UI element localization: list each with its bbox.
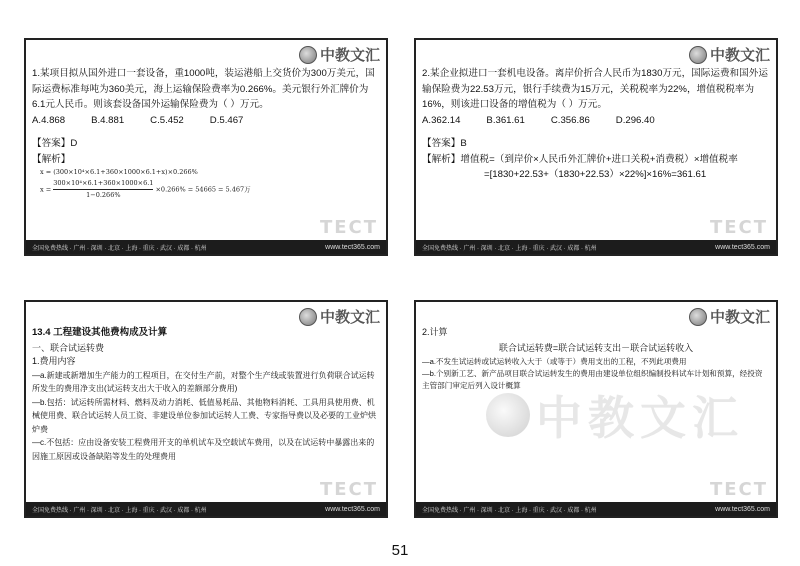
section-title: 13.4 工程建设其他费构成及计算	[32, 327, 168, 338]
slide-calculation	[414, 300, 778, 518]
option-d: D.296.40	[615, 114, 655, 126]
question-text: 2.某企业拟进口一套机电设备。离岸价折合人民币为1830万元，国际运费和国外运输保险费为22.53万元，银行手续费为15万元，关税税率为22%，增值税税率为16%，则该进口设备的增值税为（ ）万元。	[422, 68, 768, 110]
option-c: C.5.452	[150, 114, 184, 126]
footer-cities: 全国免费热线 · 广州 · 深圳 · 北京 · 上海 · 重庆 · 武汉 · 成都 · 杭州	[32, 245, 207, 252]
formula-fraction	[53, 178, 153, 201]
formula-line-1: x = (300×10⁴×6.1+360×1000×6.1+x)×0.266%	[40, 168, 198, 176]
brand-logo	[689, 44, 770, 65]
answer-text: 【答案】D	[32, 138, 78, 149]
brand-logo	[299, 44, 380, 65]
tect-logo: TECT	[709, 479, 768, 500]
footer-url: www.tect365.com	[325, 505, 380, 513]
list-item: —a.新建或新增加生产能力的工程项目，在交付生产前，对整个生产线或装置进行负荷联合试运转所发生的费用净支出(试运转支出大于收入的差额部分费用)	[32, 370, 375, 393]
footer-bar	[26, 502, 386, 516]
brand-logo	[299, 306, 380, 327]
logo-icon	[299, 46, 317, 64]
options-row	[422, 113, 770, 129]
formula-suffix: ×0.266% = 54665 = 5.467万	[155, 185, 251, 194]
analysis-formula: 增值税=（到岸价×人民币外汇牌价+进口关税+消费税）×增值税率	[460, 153, 738, 165]
brand-text: 中教文汇	[319, 308, 380, 326]
option-b: B.361.61	[486, 114, 525, 126]
logo-icon	[689, 46, 707, 64]
formula-line-2	[40, 178, 380, 201]
logo-icon	[689, 308, 707, 326]
slide-content	[422, 326, 770, 392]
list-item: —b.包括：试运转所需材料、燃料及动力消耗、低值易耗品、其他物料消耗、工具用具使用费、机械使用费、联合试运转人员工资、非建设单位参加试运转人工费、专家指导费以及必要的工业炉烘炉费	[32, 397, 376, 434]
footer-url: www.tect365.com	[325, 243, 380, 251]
slide-section-13-4	[24, 300, 388, 518]
tect-logo: TECT	[319, 479, 378, 500]
logo-icon	[486, 393, 530, 437]
option-a: A.362.14	[422, 114, 461, 126]
analysis-line-1	[422, 152, 770, 168]
formula-heading: 联合试运转费=联合试运转支出－联合试运转收入	[498, 343, 694, 353]
tect-logo: TECT	[319, 217, 378, 238]
list-item: —a.不发生试运转或试运转收入大于（或等于）费用支出的工程，不列此项费用	[422, 357, 687, 366]
list-item: —c.不包括：应由设备安装工程费用开支的单机试车及空载试车费用，以及在试运转中暴露出来的因施工原因或设备缺陷等发生的处理费用	[32, 438, 375, 461]
logo-icon	[299, 308, 317, 326]
section-heading: 一、联合试运转费	[32, 342, 105, 353]
footer-bar	[416, 240, 776, 254]
slide-question-2	[414, 38, 778, 256]
subsection-heading: 1.费用内容	[32, 356, 76, 366]
tect-logo: TECT	[709, 217, 768, 238]
footer-bar	[416, 502, 776, 516]
section-title: 2.计算	[422, 327, 448, 337]
analysis-label: 【解析】	[32, 153, 71, 165]
option-a: A.4.868	[32, 114, 66, 126]
option-c: C.356.86	[550, 114, 590, 126]
footer-cities: 全国免费热线 · 广州 · 深圳 · 北京 · 上海 · 重庆 · 武汉 · 成都 · 杭州	[32, 507, 207, 514]
brand-logo	[689, 306, 770, 327]
footer-url: www.tect365.com	[715, 505, 770, 513]
slide-content	[422, 66, 770, 183]
fraction-numerator: 300×10⁴×6.1+360×1000×6.1	[53, 178, 153, 190]
brand-text: 中教文汇	[709, 46, 770, 64]
analysis-line-2: =[1830+22.53+（1830+22.53）×22%]×16%=361.61	[484, 169, 707, 180]
footer-url: www.tect365.com	[715, 243, 770, 251]
list-item: —b.个别新工艺、新产品项目联合试运转发生的费用由建设单位组织编制投料试车计划和预算，经投资主管部门审定后列入设计概算	[422, 369, 763, 390]
answer-text: 【答案】B	[422, 138, 467, 149]
formula-prefix: x =	[40, 185, 52, 194]
analysis-label: 【解析】	[422, 153, 461, 165]
brand-text: 中教文汇	[319, 46, 380, 64]
slide-content	[32, 326, 380, 463]
brand-text: 中教文汇	[709, 308, 770, 326]
brand-text: 中教文汇	[536, 391, 744, 445]
slide-question-1	[24, 38, 388, 256]
footer-cities: 全国免费热线 · 广州 · 深圳 · 北京 · 上海 · 重庆 · 武汉 · 成都 · 杭州	[422, 245, 597, 252]
footer-cities: 全国免费热线 · 广州 · 深圳 · 北京 · 上海 · 重庆 · 武汉 · 成都 · 杭州	[422, 507, 597, 514]
footer-bar	[26, 240, 386, 254]
page-number: 51	[391, 542, 409, 559]
slide-content	[32, 66, 380, 201]
question-text: 1.某项目拟从国外进口一套设备，重1000吨，装运港船上交货价为300万美元，国际运费标准每吨为360美元，海上运输保险费率为0.266%。美元银行外汇牌价为6.1元人民币。则该套设备国外运输保险费为（ ）万元。	[32, 68, 375, 110]
option-b: B.4.881	[91, 114, 125, 126]
option-d: D.5.467	[209, 114, 244, 126]
options-row	[32, 113, 380, 129]
fraction-denominator: 1−0.266%	[86, 191, 121, 199]
